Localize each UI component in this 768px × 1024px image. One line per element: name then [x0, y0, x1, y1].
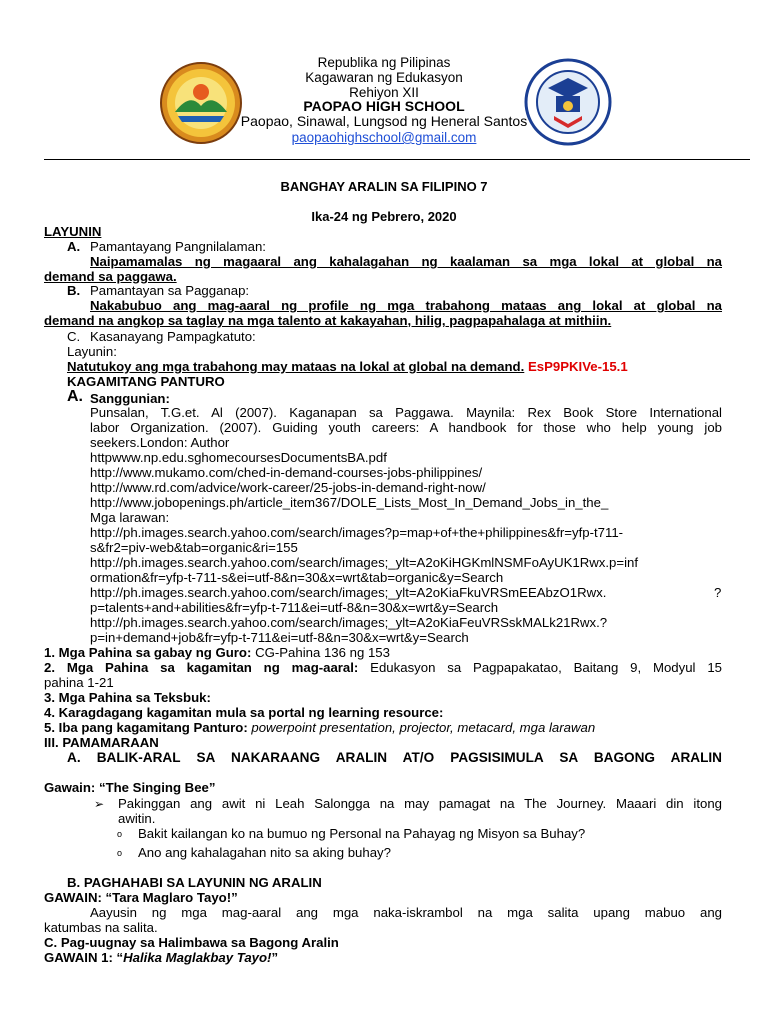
document-title: BANGHAY ARALIN SA FILIPINO 7 [280, 179, 488, 194]
ref-line-3: seekers.London: Author [90, 435, 230, 450]
kagamitan-a-letter: A. [67, 388, 83, 405]
layunin-a-letter: A. [67, 239, 81, 254]
arrow-text-2: awitin. [118, 811, 156, 826]
email-link[interactable]: paopaohighschool@gmail.com [291, 130, 477, 145]
layunin-a-text-2: demand sa paggawa. [44, 269, 177, 284]
pamamaraan-b-text-2: katumbas na salita. [44, 920, 158, 935]
layunin-b-letter: B. [67, 283, 81, 298]
layunin-b-text-1-span: Nakabubuo ang mag-aaral ng profile ng mga trabahong mataas ang lokal at global na [90, 298, 722, 313]
layunin-c-sub: Layunin: [67, 344, 117, 359]
layunin-b-label: Pamantayan sa Pagganap: [90, 283, 250, 298]
header-divider [44, 159, 750, 160]
item-2-value: Edukasyon sa Pagpapakatao, Baitang 9, Modyul 15 [370, 660, 722, 675]
ref-line-5: http://www.mukamo.com/ched-in-demand-courses-jobs-philippines/ [90, 465, 483, 480]
item-3: 3. Mga Pahina sa Teksbuk: [44, 690, 211, 705]
school-address: Paopao, Sinawal, Lungsod ng Heneral Santos [240, 113, 528, 129]
ref-line-14: p=talents+and+abilities&fr=yfp-t-711&ei=utf-8&n=30&x=wrt&y=Search [90, 600, 499, 615]
gawain-1 [44, 780, 215, 795]
layunin-a-label: Pamantayang Pangnilalaman: [90, 239, 266, 254]
ref-line-6: http://www.rd.com/advice/work-career/25-jobs-in-demand-right-now/ [90, 480, 486, 495]
email-row [0, 130, 768, 145]
gawain-3-label: GAWAIN 1: [44, 950, 113, 965]
layunin-b-text-1 [90, 298, 722, 313]
document-date: Ika-24 ng Pebrero, 2020 [311, 209, 457, 224]
item-1-value: CG-Pahina 136 ng 153 [255, 645, 390, 660]
circle-bullet-icon: o [117, 848, 123, 858]
arrow-text-1 [118, 796, 722, 811]
item-1-label: 1. Mga Pahina sa gabay ng Guro: [44, 645, 252, 660]
ref-line-1-span: Punsalan, T.G.et. Al (2007). Kaganapan sa Paggawa. Maynila: Rex Book Store International [90, 405, 722, 420]
pamamaraan-b-heading: B. PAGHAHABI SA LAYUNIN NG ARALIN [67, 875, 322, 890]
ref-line-2 [90, 420, 722, 435]
header-line2: Kagawaran ng Edukasyon [305, 70, 463, 85]
ref-line-1 [90, 405, 722, 420]
layunin-b-text-2: demand na angkop sa taglay na mga talento at kakayahan, hilig, pagpapahalaga at mithiin. [44, 313, 612, 328]
item-5 [44, 720, 595, 735]
pamamaraan-heading: III. PAMAMARAAN [44, 735, 159, 750]
gawain-3-quote-open: “ [116, 950, 124, 965]
layunin-c-label: Kasanayang Pampagkatuto: [90, 329, 256, 344]
ref-line-13: http://ph.images.search.yahoo.com/search/images;_ylt=A2oKiaFkuVRSmEEAbzO1Rwx. [90, 585, 607, 600]
layunin-c-row [67, 359, 628, 374]
gawain-2-title: “Tara Maglaro Tayo!” [105, 890, 238, 905]
kagamitan-a-label: Sanggunian: [90, 391, 170, 406]
circle-bullet-icon: o [117, 829, 123, 839]
school-name: PAOPAO HIGH SCHOOL [303, 98, 465, 114]
question-1: Bakit kailangan ko na bumuo ng Personal na Pahayag ng Misyon sa Buhay? [138, 826, 586, 841]
item-2 [44, 660, 722, 675]
arrow-bullet-icon: ➢ [94, 797, 105, 811]
gawain-2 [44, 890, 238, 905]
item-2-row [44, 660, 722, 675]
item-2-label: 2. Mga Pahina sa kagamitan ng mag-aaral: [44, 660, 359, 675]
ref-line-12: ormation&fr=yfp-t-711-s&ei=utf-8&n=30&x=wrt&tab=organic&y=Search [90, 570, 504, 585]
question-2: Ano ang kahalagahan nito sa aking buhay? [138, 845, 391, 860]
ref-line-16: p=in+demand+job&fr=yfp-t-711&ei=utf-8&n=30&x=wrt&y=Search [90, 630, 469, 645]
gawain-3-quote-close: ” [271, 950, 279, 965]
pamamaraan-b-text-1 [90, 905, 722, 920]
layunin-c-letter: C. [67, 329, 81, 344]
header-line1: Republika ng Pilipinas [317, 55, 451, 70]
layunin-a-text-1 [90, 254, 722, 269]
ref-line-7: http://www.jobopenings.ph/article_item367/DOLE_Lists_Most_In_Demand_Jobs_in_the_ [90, 495, 609, 510]
kagamitan-heading: KAGAMITANG PANTURO [67, 374, 225, 389]
gawain-3-title: Halika Maglakbay Tayo! [123, 950, 272, 965]
header-line3: Rehiyon XII [349, 85, 419, 100]
ref-line-4: httpwww.np.edu.sghomecoursesDocumentsBA.pdf [90, 450, 387, 465]
gawain-2-label: GAWAIN: [44, 890, 102, 905]
gawain-1-label: Gawain: [44, 780, 96, 795]
pamamaraan-b-text-1-span: Aayusin ng mga mag-aaral ang mga naka-iskrambol na mga salita upang mabuo ang [90, 905, 722, 920]
competency-code: EsP9PKIVe-15.1 [527, 359, 628, 374]
ref-line-13-mark: ? [714, 585, 722, 600]
ref-line-10: s&fr2=piv-web&tab=organic&ri=155 [90, 540, 298, 555]
item-4: 4. Karagdagang kagamitan mula sa portal ng learning resource: [44, 705, 444, 720]
item-2-value-2: pahina 1-21 [44, 675, 114, 690]
gawain-3 [44, 950, 278, 965]
arrow-text-1-span: Pakinggan ang awit ni Leah Salongga na may pamagat na The Journey. Maaari din itong [118, 796, 722, 811]
layunin-a-text-1-span: Naipamamalas ng magaaral ang kahalagahan ng kaalaman sa mga lokal at global na [90, 254, 722, 269]
ref-line-2-span: labor Organization. (2007). Guiding youth careers: A handbook for those who help young job [90, 420, 722, 435]
layunin-c-text: Natutukoy ang mga trabahong may mataas na lokal at global na demand. [67, 359, 525, 374]
item-1 [44, 645, 390, 660]
ref-line-15: http://ph.images.search.yahoo.com/search/images;_ylt=A2oKiaFeuVRSskMALk21Rwx.? [90, 615, 608, 630]
ref-line-8: Mga larawan: [90, 510, 170, 525]
pamamaraan-a-heading-span: A. BALIK-ARAL SA NAKARAANG ARALIN AT/O PAGSISIMULA SA BAGONG ARALIN [67, 750, 722, 765]
item-5-label: 5. Iba pang kagamitang Panturo: [44, 720, 248, 735]
pamamaraan-a-heading [67, 750, 722, 765]
ref-line-11: http://ph.images.search.yahoo.com/search/images;_ylt=A2oKiHGKmlNSMFoAyUK1Rwx.p=inf [90, 555, 639, 570]
item-5-value: powerpoint presentation, projector, metacard, mga larawan [251, 720, 596, 735]
layunin-heading: LAYUNIN [44, 224, 102, 239]
ref-line-9: http://ph.images.search.yahoo.com/search/images?p=map+of+the+philippines&fr=yfp-t711- [90, 525, 624, 540]
pamamaraan-c-heading: C. Pag-uugnay sa Halimbawa sa Bagong Aralin [44, 935, 339, 950]
gawain-1-title: “The Singing Bee” [98, 780, 216, 795]
